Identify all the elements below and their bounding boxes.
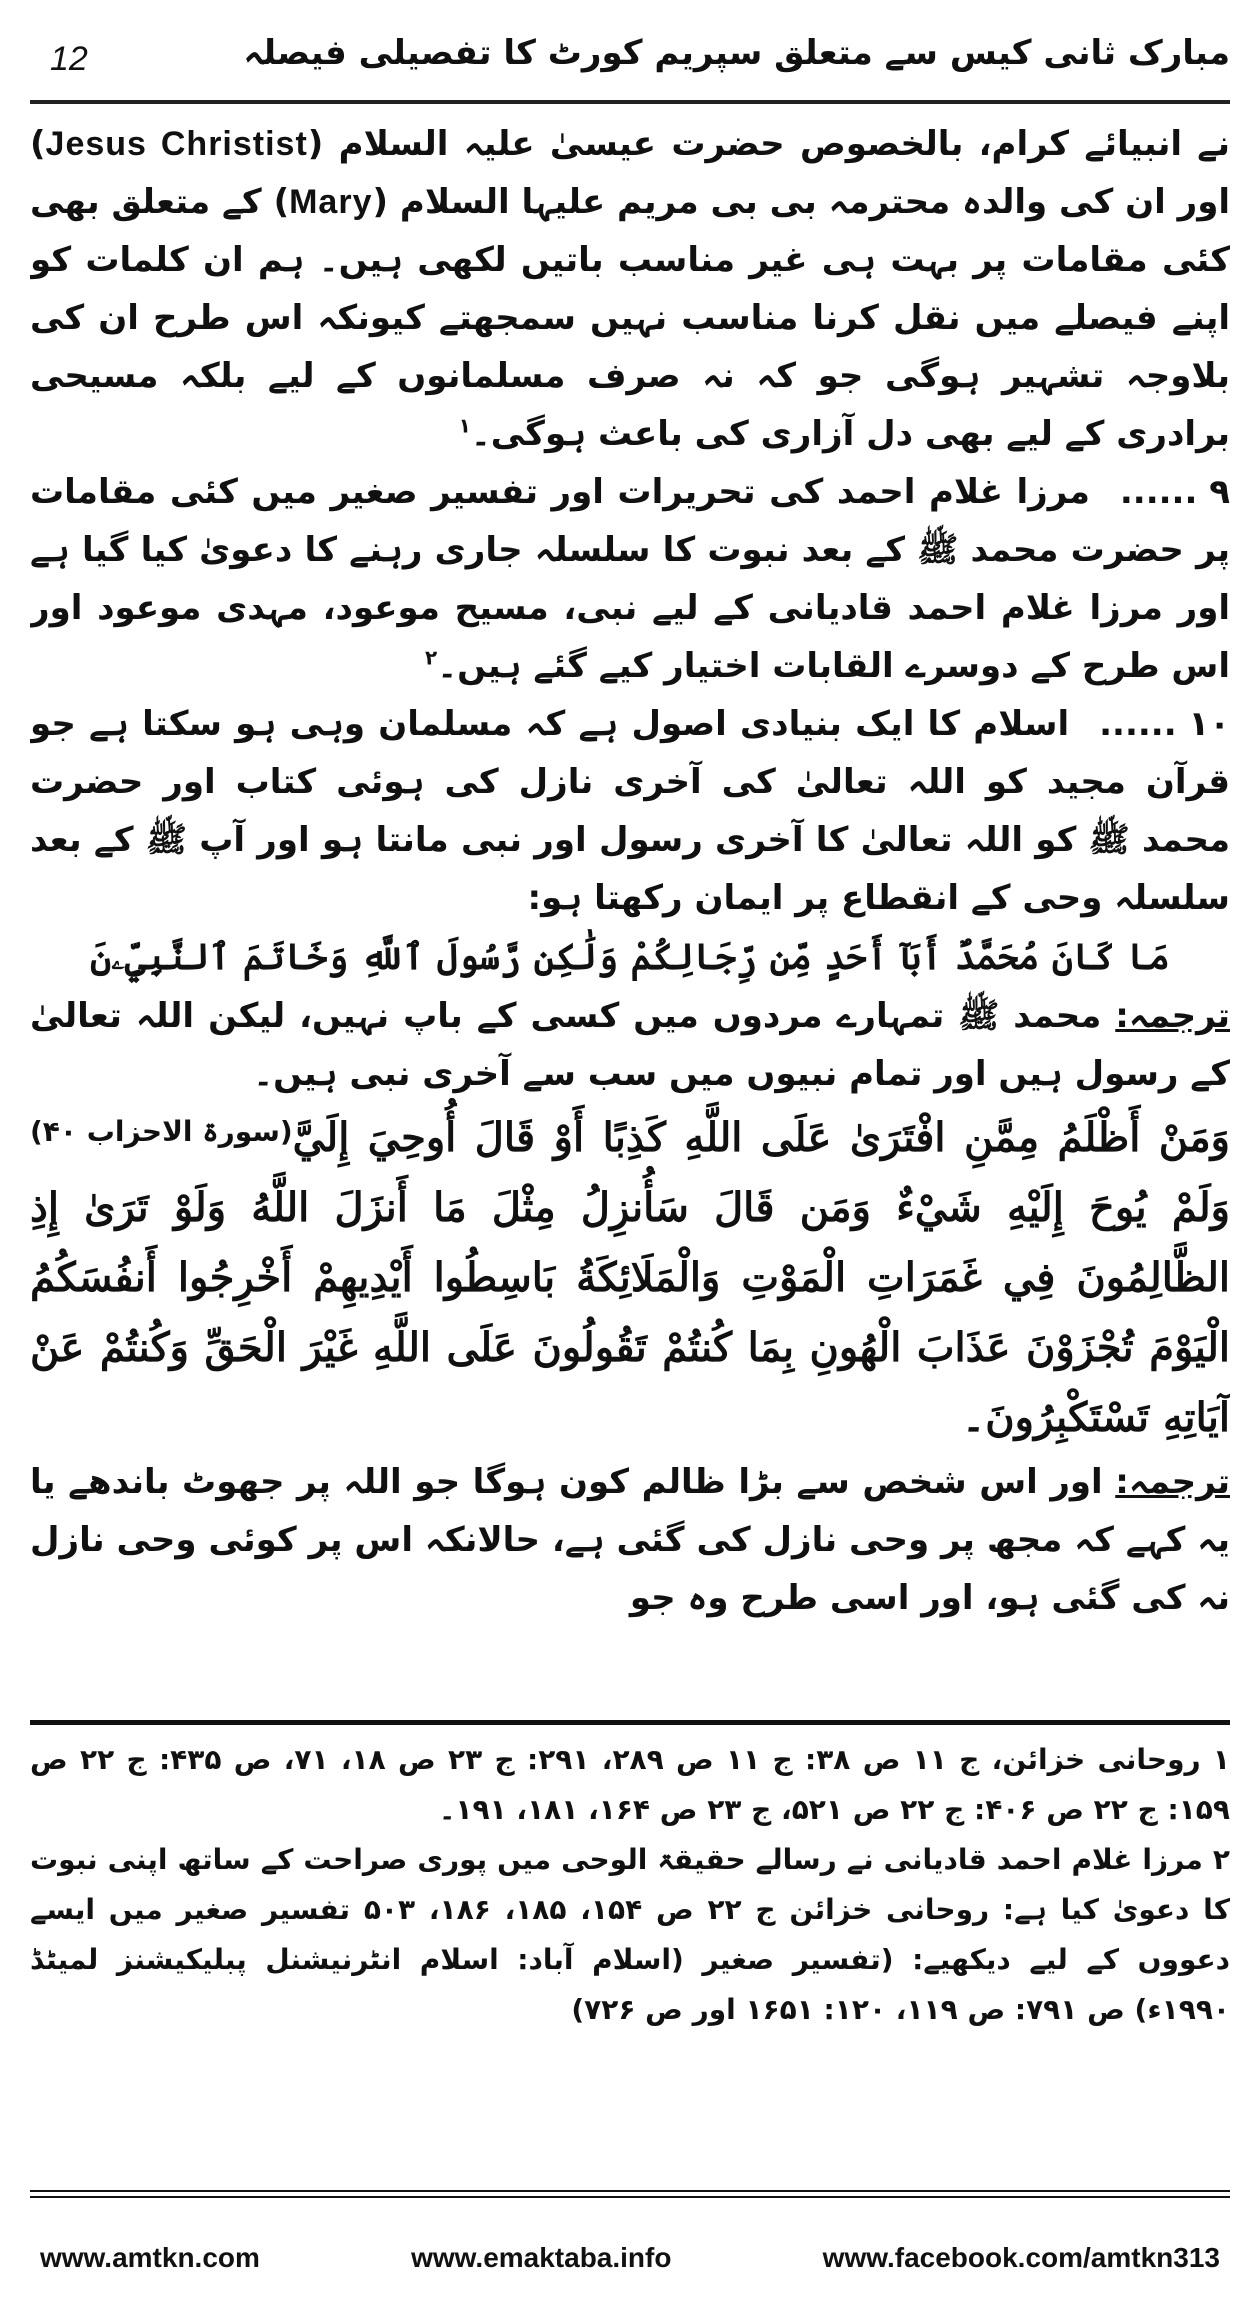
page-footer	[40, 2242, 1220, 2282]
footer-link-facebook[interactable]: www.facebook.com/amtkn313	[822, 2242, 1220, 2273]
page-number: 12	[50, 40, 88, 78]
footer-link-emaktaba[interactable]: www.emaktaba.info	[411, 2242, 672, 2273]
term-mary: Mary	[289, 183, 373, 221]
page-title: مبارک ثانی کیس سے متعلق سپریم کورٹ کا تفصیلی فیصلہ	[243, 33, 1230, 73]
paragraph-10: ۱۰ ......اسلام کا ایک بنیادی اصول ہے کہ مسلمان وہی ہو سکتا ہے جو قرآن مجید کو اللہ تعالیٰ کی آخری نازل کی ہوئی کتاب اور حضرت محمد ﷺ کو اللہ تعالیٰ کا آخری رسول اور نبی مانتا ہو اور آپ ﷺ کے بعد سلسلہ وحی کے انقطاع پر ایمان رکھتا ہو:	[30, 695, 1230, 927]
bottom-divider-secondary	[30, 2196, 1230, 2198]
footer-link-amtkn[interactable]: www.amtkn.com	[40, 2242, 260, 2273]
footnote-divider	[30, 1720, 1230, 1725]
translation-label: ترجمہ:	[1115, 1462, 1230, 1502]
verse-source: (سورۃ الاحزاب ۴۰)	[30, 1115, 293, 1148]
translation-label: ترجمہ:	[1115, 996, 1230, 1036]
translation-2: ترجمہ: اور اس شخص سے بڑا ظالم کون ہوگا جو اللہ پر جھوٹ باندھے یا یہ کہے کہ مجھ پر وحی نازل کی گئی ہے، حالانکہ اس پر کوئی وحی نازل نہ کی گئی ہو، اور اسی طرح وہ جو	[30, 1462, 1230, 1618]
paragraph-9: ۹ ......مرزا غلام احمد کی تحریرات اور تفسیر صغیر میں کئی مقامات پر حضرت محمد ﷺ کے بعد نبوت کا سلسلہ جاری رہنے کا دعویٰ کیا گیا ہے اور مرزا غلام احمد قادیانی کے لیے نبی، مسیح موعود، مہدی موعود اور اس طرح کے دوسرے القابات اختیار کیے گئے ہیں۔$^۲$	[30, 463, 1230, 695]
footnote-ref-1[interactable]: ۱	[458, 413, 471, 438]
quran-verse-1: مَا كَانَ مُحَمَّدٌ أَبَآ أَحَدٍ مِّن رِّجَالِكُمْ وَلَٰكِن رَّسُولَ ٱللَّهِ وَخَاتَمَ ٱلنَّبِيِّۦنَ	[90, 936, 1170, 978]
footnote-1: ۱ روحانی خزائن، ج ۱۱ ص ۳۸: ج ۱۱ ص ۲۸۹، ۲۹۱: ج ۲۳ ص ۱۸، ۷۱، ص ۴۳۵: ج ۲۲ ص ۱۵۹: ج ۲۲ ص ۴۰۶: ج ۲۲ ص ۵۲۱، ج ۲۳ ص ۱۶۴، ۱۸۱، ۱۹۱۔	[30, 1743, 1230, 1826]
translation-1: ترجمہ: محمد ﷺ تمہارے مردوں میں کسی کے باپ نہیں، لیکن اللہ تعالیٰ کے رسول ہیں اور تمام نبیوں میں سب سے آخری نبی ہیں۔ (سورۃ الاحزاب ۴۰)	[30, 987, 1230, 1103]
main-text	[30, 115, 1230, 1690]
term-jesus-christ: Jesus Christist	[45, 125, 308, 163]
paragraph-1: نے انبیائے کرام، بالخصوص حضرت عیسیٰ علیہ السلام (Jesus Christist) اور ان کی والدہ محترمہ بی بی مریم علیہا السلام (Mary) کے متعلق بھی کئی مقامات پر بہت ہی غیر مناسب باتیں لکھی ہیں۔ ہم ان کلمات کو اپنے فیصلے میں نقل کرنا مناسب نہیں سمجھتے کیونکہ اس طرح ان کی بلاوجہ تشہیر ہوگی جو کہ نہ صرف مسلمانوں کے لیے بلکہ مسیحی برادری کے لیے بھی دل آزاری کی باعث ہوگی۔$^۱$	[30, 124, 1230, 454]
page-header	[30, 20, 1230, 100]
bottom-divider	[30, 2190, 1230, 2192]
footnotes	[30, 1735, 1230, 2165]
paragraph-number: ۹ ......	[1119, 472, 1230, 512]
paragraph-number: ۱۰ ......	[1099, 704, 1230, 744]
quran-verse-2: وَمَنْ أَظْلَمُ مِمَّنِ افْتَرَىٰ عَلَى اللَّهِ كَذِبًا أَوْ قَالَ أُوحِيَ إِلَيَّ وَلَمْ يُوحَ إِلَيْهِ شَيْءٌ وَمَن قَالَ سَأُنزِلُ مِثْلَ مَا أَنزَلَ اللَّهُ وَلَوْ تَرَىٰ إِذِ الظَّالِمُونَ فِي غَمَرَاتِ الْمَوْتِ وَالْمَلَائِكَةُ بَاسِطُوا أَيْدِيهِمْ أَخْرِجُوا أَنفُسَكُمُ الْيَوْمَ تُجْزَوْنَ عَذَابَ الْهُونِ بِمَا كُنتُمْ تَقُولُونَ عَلَى اللَّهِ غَيْرَ الْحَقِّ وَكُنتُمْ عَنْ آيَاتِهِ تَسْتَكْبِرُونَ۔	[30, 1114, 1230, 1441]
footnote-ref-2[interactable]: ۲	[424, 645, 438, 670]
header-divider	[30, 100, 1230, 104]
footnote-2: ۲ مرزا غلام احمد قادیانی نے رسالے حقیقۃ الوحی میں پوری صراحت کے ساتھ اپنی نبوت کا دعویٰ کیا ہے: روحانی خزائن ج ۲۲ ص ۱۵۴، ۱۸۵، ۱۸۶، ۵۰۳ تفسیر صغیر میں ایسے دعووں کے لیے دیکھیے: (تفسیر صغیر (اسلام آباد: اسلام انٹرنیشنل پبلیکیشنز لمیٹڈ ۱۹۹۰ء) ص ۷۹۱: ص ۱۱۹، ۱۲۰: ۱۶۵۱ اور ص ۷۲۶)	[30, 1843, 1230, 2026]
